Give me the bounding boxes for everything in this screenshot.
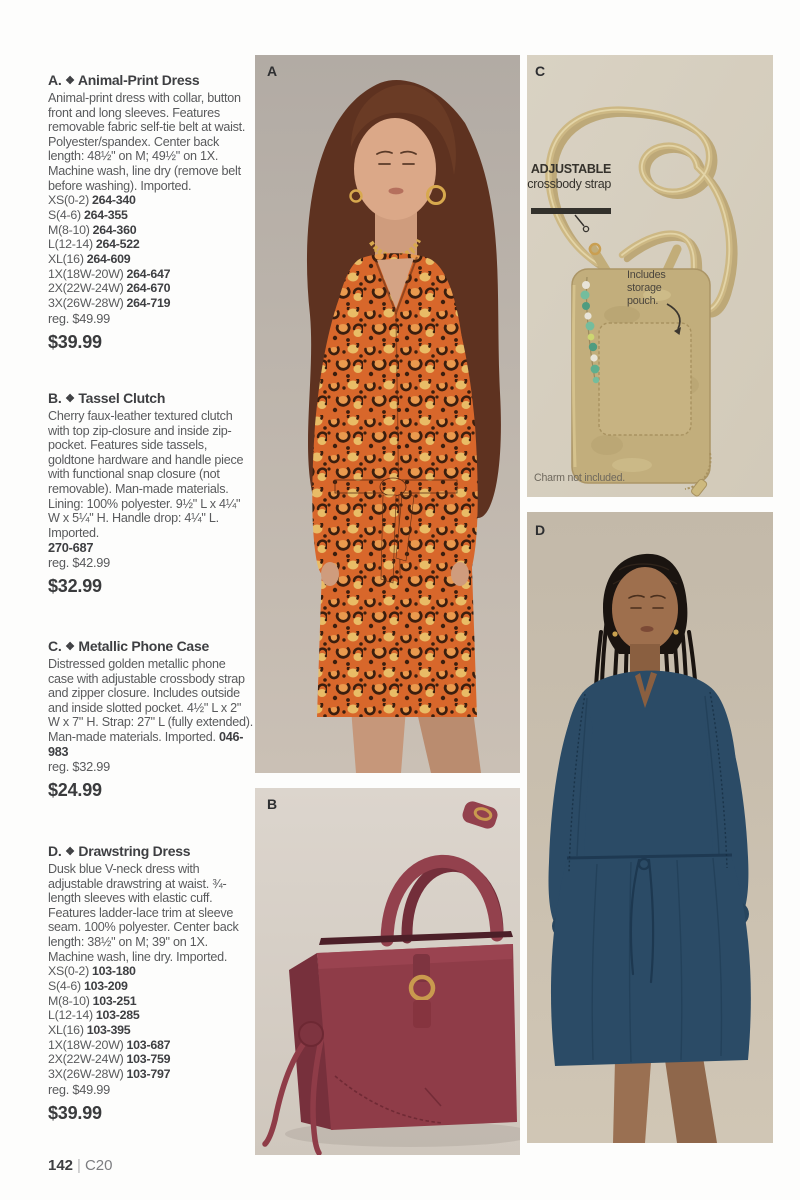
product-c-description-text: Distressed golden metallic phone case with adjustable crossbody strap and zipper closure. Includes outside and inside slotted pocket. 4½" L x 2" W x 7" H. Strap: 27" L (fully extended). Man-made materials. Imported. bbox=[48, 657, 253, 744]
size-code-row bbox=[48, 267, 254, 282]
size-code-row bbox=[48, 237, 254, 252]
product-c-title bbox=[48, 638, 254, 654]
product-listing-b bbox=[48, 390, 254, 597]
size-code-row bbox=[48, 979, 254, 994]
dusk-blue-dress-garment bbox=[549, 671, 751, 1066]
product-listing-c bbox=[48, 638, 254, 801]
product-c-reg-price: reg. $32.99 bbox=[48, 759, 110, 775]
size-code-row bbox=[48, 1052, 254, 1067]
product-b-title bbox=[48, 390, 254, 406]
product-d-title bbox=[48, 843, 254, 859]
size-label: 3X(26W-28W) bbox=[48, 1067, 124, 1082]
product-a-sale-price: $39.99 bbox=[48, 331, 102, 352]
product-d-description: Dusk blue V-neck dress with adjustable drawstring at waist. ¾-length sleeves with elastic cuff. Features ladder-lace trim at sleeve seam. 100% polyester. Center back length: 38½" on M; 39" on 1X. Machine wash, line dry. Imported. bbox=[48, 862, 239, 964]
diamond-bullet-icon: ❖ bbox=[65, 846, 75, 858]
model-d-face bbox=[612, 567, 678, 651]
item-code: 264-719 bbox=[126, 296, 171, 311]
outside-slotted-pocket bbox=[599, 323, 691, 435]
charm-not-included-note: Charm not included. bbox=[534, 472, 626, 484]
size-label: S(4-6) bbox=[48, 207, 81, 222]
size-label: L(12-14) bbox=[48, 1008, 93, 1023]
diamond-bullet-icon: ❖ bbox=[65, 641, 75, 653]
product-a-name: Animal-Print Dress bbox=[77, 72, 200, 88]
adjustable-strap-annotation bbox=[527, 162, 611, 191]
item-code: 103-251 bbox=[92, 993, 137, 1008]
size-code-row bbox=[48, 964, 254, 979]
size-label: 2X(22W-24W) bbox=[48, 281, 124, 296]
storage-pouch-annotation: Includes storage pouch. bbox=[627, 269, 666, 307]
item-code: 264-609 bbox=[86, 251, 131, 266]
strap-note-rest: crossbody strap bbox=[527, 176, 611, 191]
diamond-bullet-icon: ❖ bbox=[65, 393, 75, 405]
product-b-letter: B. bbox=[48, 390, 62, 406]
catalog-code: C20 bbox=[84, 1157, 113, 1174]
size-label: L(12-14) bbox=[48, 237, 93, 252]
size-code-row bbox=[48, 252, 254, 267]
product-c-sale-price: $24.99 bbox=[48, 780, 102, 801]
photo-animal-print-dress bbox=[255, 55, 520, 773]
item-code: 264-360 bbox=[92, 222, 137, 237]
model-a-face bbox=[354, 118, 436, 220]
item-code: 103-759 bbox=[126, 1052, 171, 1067]
annotation-underline-bar bbox=[531, 208, 611, 214]
item-code: 103-180 bbox=[91, 964, 136, 979]
product-d-letter: D. bbox=[48, 843, 62, 859]
product-a-reg-price: reg. $49.99 bbox=[48, 310, 110, 326]
size-label: XS(0-2) bbox=[48, 193, 89, 208]
size-label: 1X(18W-20W) bbox=[48, 1037, 124, 1052]
strap-note-bold: ADJUSTABLE bbox=[530, 162, 611, 176]
product-b-sale-price: $32.99 bbox=[48, 576, 102, 597]
item-code: 103-395 bbox=[86, 1022, 131, 1037]
product-b-name: Tassel Clutch bbox=[78, 390, 166, 406]
product-listing-d bbox=[48, 843, 254, 1124]
item-code: 103-797 bbox=[126, 1067, 171, 1082]
product-a-description: Animal-print dress with collar, button front and long sleeves. Features removable fabric self-tie belt at waist. Polyester/spandex. Center back length: 48½" on M; 49½" on 1X. Machine wash, line dry (remove belt before washing). Imported. bbox=[48, 91, 246, 193]
product-listing-a bbox=[48, 72, 254, 353]
product-d-size-list bbox=[48, 964, 254, 1082]
product-a-title bbox=[48, 72, 254, 88]
size-label: S(4-6) bbox=[48, 978, 81, 993]
size-code-row bbox=[48, 208, 254, 223]
size-label: M(8-10) bbox=[48, 222, 90, 237]
footer-separator: | bbox=[77, 1157, 81, 1174]
size-code-row bbox=[48, 1008, 254, 1023]
item-code: 264-340 bbox=[91, 193, 136, 208]
size-code-row bbox=[48, 1038, 254, 1053]
size-label: 1X(18W-20W) bbox=[48, 266, 124, 281]
photo-drawstring-dress bbox=[527, 512, 773, 1143]
photo-d-label: D bbox=[535, 522, 546, 538]
item-code: 264-355 bbox=[83, 207, 128, 222]
photo-metallic-phone-case bbox=[527, 55, 773, 497]
product-b-reg-price: reg. $42.99 bbox=[48, 555, 110, 571]
product-b-item-code: 270-687 bbox=[48, 540, 94, 556]
photo-tassel-clutch bbox=[255, 788, 520, 1155]
diamond-bullet-icon: ❖ bbox=[65, 75, 75, 87]
product-d-reg-price: reg. $49.99 bbox=[48, 1081, 110, 1097]
product-d-name: Drawstring Dress bbox=[78, 843, 191, 859]
item-code: 264-522 bbox=[95, 237, 140, 252]
size-label: XS(0-2) bbox=[48, 964, 89, 979]
item-code: 103-687 bbox=[126, 1037, 171, 1052]
size-code-row bbox=[48, 296, 254, 311]
product-c-name: Metallic Phone Case bbox=[78, 638, 210, 654]
size-label: XL(16) bbox=[48, 251, 84, 266]
size-label: M(8-10) bbox=[48, 993, 90, 1008]
size-code-row bbox=[48, 1023, 254, 1038]
animal-print-dress-garment bbox=[312, 253, 477, 717]
item-code: 264-647 bbox=[126, 266, 171, 281]
product-d-sale-price: $39.99 bbox=[48, 1102, 102, 1123]
item-code: 103-209 bbox=[83, 978, 128, 993]
size-code-row bbox=[48, 223, 254, 238]
size-label: 3X(26W-28W) bbox=[48, 296, 124, 311]
photo-b-label: B bbox=[267, 796, 278, 812]
product-c-description bbox=[48, 657, 254, 759]
size-code-row bbox=[48, 1067, 254, 1082]
product-a-letter: A. bbox=[48, 72, 62, 88]
photo-a-label: A bbox=[267, 63, 278, 79]
drawstring-dress-illustration bbox=[527, 512, 773, 1143]
page-number: 142 bbox=[48, 1157, 74, 1174]
product-c-item-code: 046-983 bbox=[48, 729, 244, 759]
size-code-row bbox=[48, 193, 254, 208]
item-code: 264-670 bbox=[126, 281, 171, 296]
page-footer bbox=[48, 1157, 112, 1174]
product-a-size-list bbox=[48, 193, 254, 311]
animal-print-dress-illustration bbox=[255, 55, 520, 773]
size-label: XL(16) bbox=[48, 1022, 84, 1037]
size-label: 2X(22W-24W) bbox=[48, 1052, 124, 1067]
size-code-row bbox=[48, 994, 254, 1009]
size-code-row bbox=[48, 281, 254, 296]
item-code: 103-285 bbox=[95, 1008, 140, 1023]
product-c-letter: C. bbox=[48, 638, 62, 654]
photo-c-label: C bbox=[535, 63, 546, 79]
tassel-clutch-illustration bbox=[255, 788, 520, 1155]
product-b-description: Cherry faux-leather textured clutch with top zip-closure and inside zip-pocket. Features side tassels, goldtone hardware and handle piece with functional snap closure (not removable). Man-made materials. Lining: 100% polyester. 9½" L x 4¼" W x 5¼" H. Handle drop: 4¼" L. Imported. bbox=[48, 409, 244, 540]
